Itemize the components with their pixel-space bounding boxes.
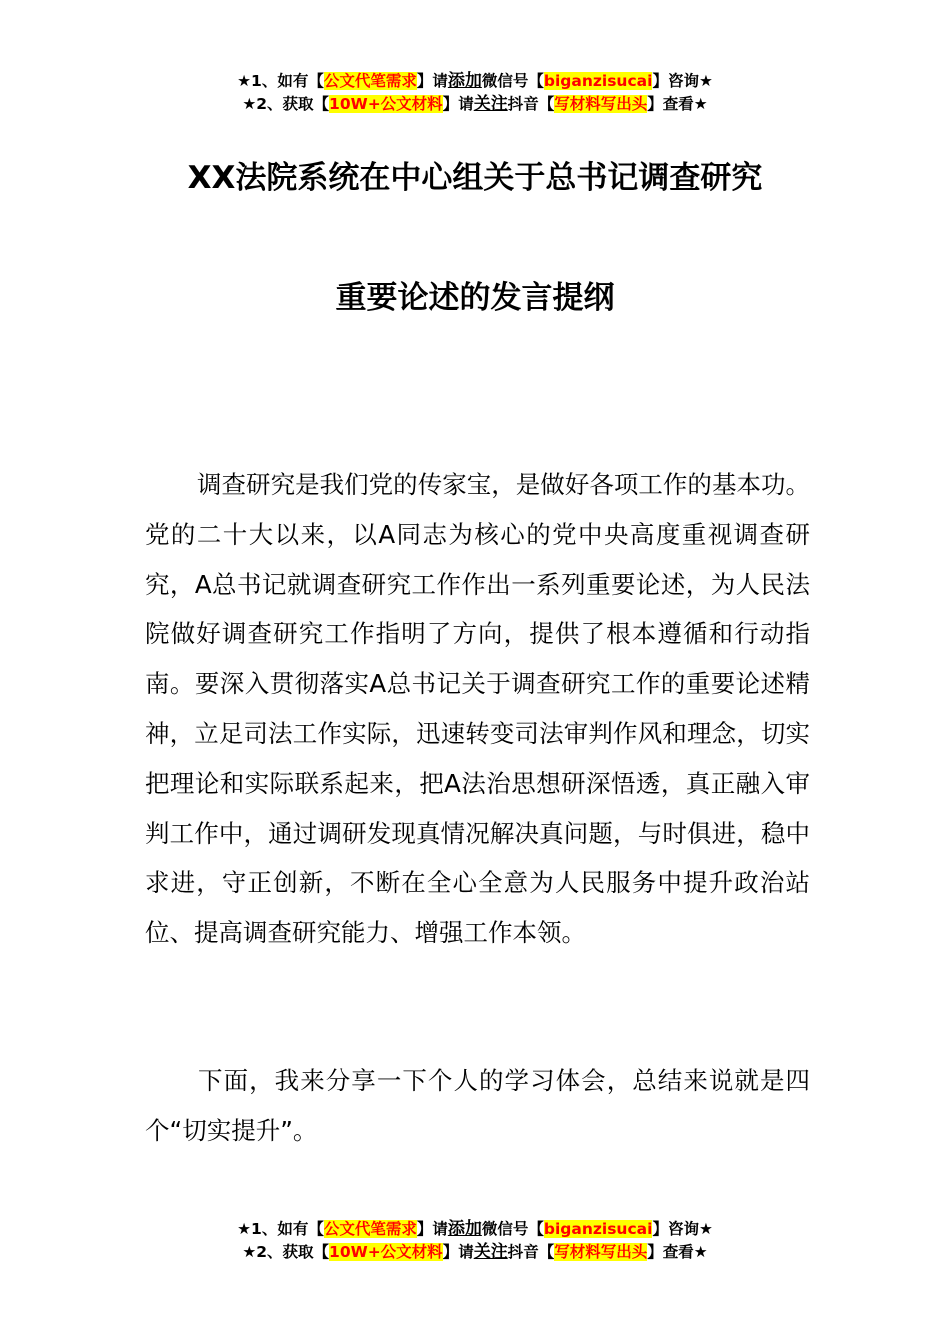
banner-line-1: ★1、如有【公文代笔需求】请添加微信号【biganzisucai】咨询★ xyxy=(237,1219,713,1239)
banner-line-1: ★1、如有【公文代笔需求】请添加微信号【biganzisucai】咨询★ xyxy=(237,71,713,91)
footer-banner xyxy=(0,1218,950,1264)
highlight-wechat-id: biganzisucai xyxy=(543,1220,653,1238)
body-paragraph-2: 下面，我来分享一下个人的学习体会，总结来说就是四个“切实提升”。 xyxy=(145,1066,810,1145)
document-title-line-1: XX法院系统在中心组关于总书记调查研究 xyxy=(187,160,763,196)
document-title-line-2: 重要论述的发言提纲 xyxy=(335,280,615,316)
banner-line-2: ★2、获取【10W+公文材料】请关注抖音【写材料写出头】查看★ xyxy=(242,1242,708,1262)
highlight-materials: 10W+公文材料 xyxy=(329,1243,443,1261)
highlight-douyin: 写材料写出头 xyxy=(554,1243,648,1261)
header-banner xyxy=(0,70,950,116)
highlight-service: 公文代笔需求 xyxy=(323,1220,417,1238)
body-paragraph-1: 调查研究是我们党的传家宝，是做好各项工作的基本功。党的二十大以来，以A同志为核心的党中央高度重视调查研究，A总书记就调查研究工作作出一系列重要论述，为人民法院做好调查研究工作指明了方向，提供了根本遵循和行动指南。要深入贯彻落实A总书记关于调查研究工作的重要论述精神，立足司法工作实际，迅速转变司法审判作风和理念，切实把理论和实际联系起来，把A法治思想研深悟透，真正融入审判工作中，通过调研发现真情况解决真问题，与时俱进，稳中求进，守正创新，不断在全心全意为人民服务中提升政治站位、提高调查研究能力、增强工作本领。 xyxy=(145,470,810,948)
highlight-wechat-id: biganzisucai xyxy=(543,72,653,90)
highlight-service: 公文代笔需求 xyxy=(323,72,417,90)
banner-line-2: ★2、获取【10W+公文材料】请关注抖音【写材料写出头】查看★ xyxy=(242,94,708,114)
highlight-materials: 10W+公文材料 xyxy=(329,95,443,113)
highlight-douyin: 写材料写出头 xyxy=(554,95,648,113)
